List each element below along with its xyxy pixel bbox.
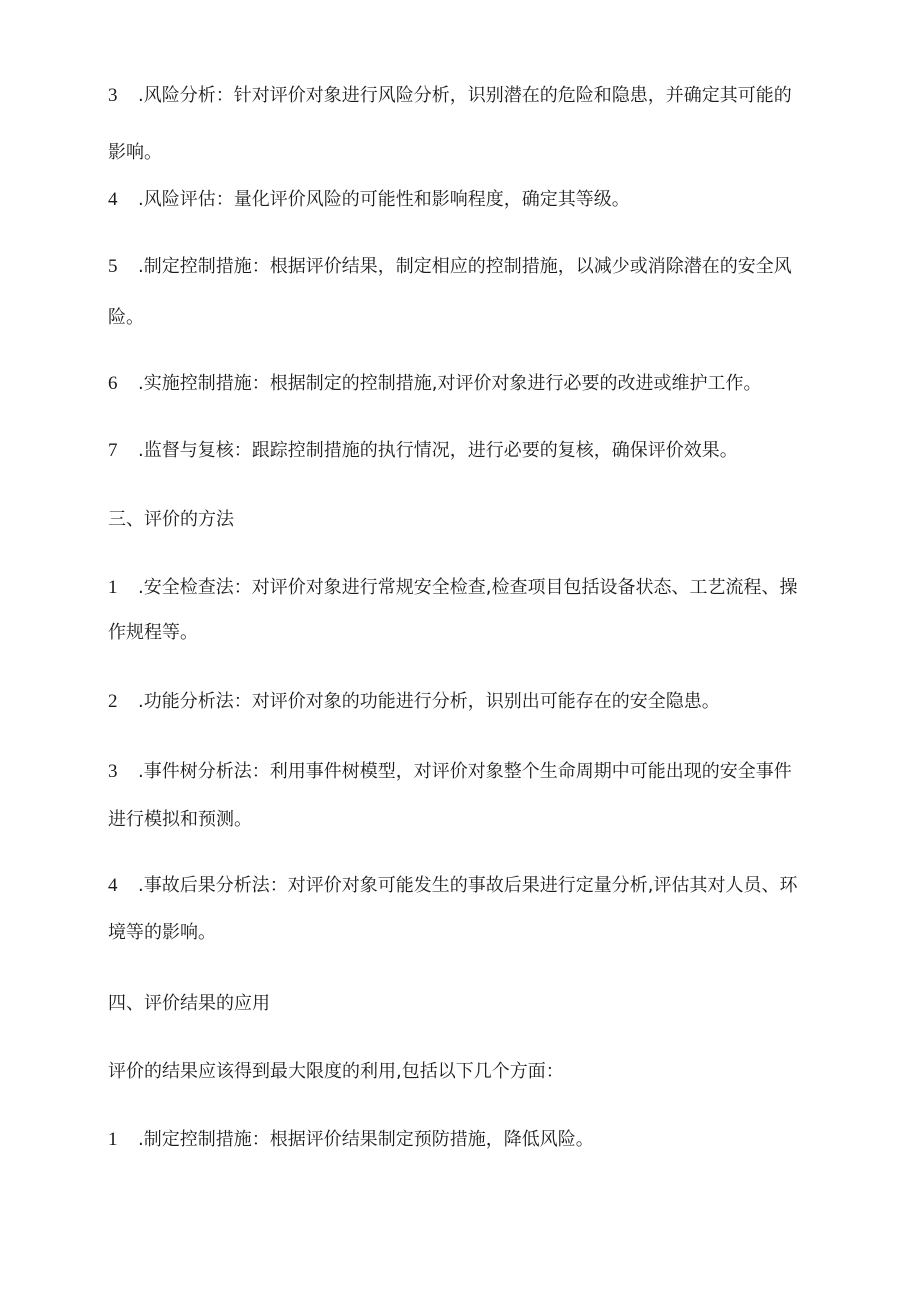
- paragraph: [108, 1060, 820, 1084]
- item-colon: ：: [233, 577, 252, 598]
- item-number: 5: [108, 256, 118, 277]
- item-dot: .: [138, 440, 144, 461]
- list-item: [108, 690, 820, 714]
- item-number: 1: [108, 1129, 118, 1150]
- item-description: 量化评价风险的可能性和影响程度，确定其等级。: [233, 189, 630, 210]
- item-dot: .: [138, 256, 144, 277]
- list-item: [108, 1128, 820, 1152]
- section-heading-text: 四、评价结果的应用: [108, 993, 270, 1014]
- item-title: 制定控制措施: [143, 1129, 252, 1150]
- item-description: 根据评价结果制定预防措施，降低风险。: [269, 1129, 594, 1150]
- item-description: 对评价对象可能发生的事故后果进行定量分析,评估其对人员、环: [287, 875, 798, 896]
- item-colon: ：: [251, 256, 270, 277]
- item-dot: .: [138, 1129, 144, 1150]
- item-colon: ：: [251, 373, 270, 394]
- item-colon: ：: [215, 85, 234, 106]
- item-dot: .: [138, 373, 144, 394]
- item-description: 针对评价对象进行风险分析，识别潜在的危险和隐患，并确定其可能的: [233, 85, 792, 106]
- item-title: 安全检查法: [143, 577, 234, 598]
- list-item-continuation: [108, 808, 820, 832]
- item-number: 7: [108, 440, 118, 461]
- item-title: 制定控制措施: [143, 256, 252, 277]
- item-dot: .: [138, 761, 144, 782]
- list-item-continuation: [108, 621, 820, 645]
- item-number: 2: [108, 691, 118, 712]
- list-item: [108, 372, 820, 396]
- item-dot: .: [138, 189, 144, 210]
- item-number: 4: [108, 875, 118, 896]
- list-item-continuation: [108, 921, 820, 945]
- item-colon: ：: [251, 761, 270, 782]
- item-number: 4: [108, 189, 118, 210]
- item-number: 3: [108, 85, 118, 106]
- list-item: [108, 874, 820, 898]
- item-description: 跟踪控制措施的执行情况，进行必要的复核，确保评价效果。: [251, 440, 738, 461]
- list-item: [108, 760, 820, 784]
- item-colon: ：: [233, 691, 252, 712]
- item-description: 利用事件树模型，对评价对象整个生命周期中可能出现的安全事件: [269, 761, 792, 782]
- item-number: 6: [108, 373, 118, 394]
- item-description: 对评价对象的功能进行分析，识别出可能存在的安全隐患。: [251, 691, 720, 712]
- paragraph-text: 评价的结果应该得到最大限度的利用,包括以下几个方面：: [108, 1061, 564, 1082]
- item-colon: ：: [269, 875, 288, 896]
- item-colon: ：: [233, 440, 252, 461]
- list-item: [108, 439, 820, 463]
- item-continuation-text: 影响。: [108, 142, 162, 163]
- item-dot: .: [138, 85, 144, 106]
- item-colon: ：: [251, 1129, 270, 1150]
- section-heading: [108, 508, 820, 532]
- item-description: 对评价对象进行常规安全检查,检查项目包括设备状态、工艺流程、操: [251, 577, 798, 598]
- item-continuation-text: 作规程等。: [108, 622, 198, 643]
- list-item-continuation: [108, 141, 820, 165]
- section-heading-text: 三、评价的方法: [108, 509, 234, 530]
- item-title: 风险评估: [143, 189, 216, 210]
- item-continuation-text: 境等的影响。: [108, 922, 216, 943]
- item-title: 事故后果分析法: [143, 875, 270, 896]
- item-dot: .: [138, 691, 144, 712]
- list-item: [108, 576, 820, 600]
- item-title: 功能分析法: [143, 691, 234, 712]
- item-title: 事件树分析法: [143, 761, 252, 782]
- item-title: 风险分析: [143, 85, 216, 106]
- item-title: 实施控制措施: [143, 373, 252, 394]
- item-number: 1: [108, 577, 118, 598]
- item-colon: ：: [215, 189, 234, 210]
- list-item: [108, 188, 820, 212]
- item-dot: .: [138, 875, 144, 896]
- item-continuation-text: 进行模拟和预测。: [108, 809, 252, 830]
- list-item: [108, 255, 820, 279]
- item-dot: .: [138, 577, 144, 598]
- item-number: 3: [108, 761, 118, 782]
- item-description: 根据评价结果，制定相应的控制措施，以减少或消除潜在的安全风: [269, 256, 792, 277]
- item-title: 监督与复核: [143, 440, 234, 461]
- item-continuation-text: 险。: [108, 307, 144, 328]
- list-item-continuation: [108, 306, 820, 330]
- list-item: [108, 84, 820, 108]
- section-heading: [108, 992, 820, 1016]
- item-description: 根据制定的控制措施,对评价对象进行必要的改进或维护工作。: [269, 373, 762, 394]
